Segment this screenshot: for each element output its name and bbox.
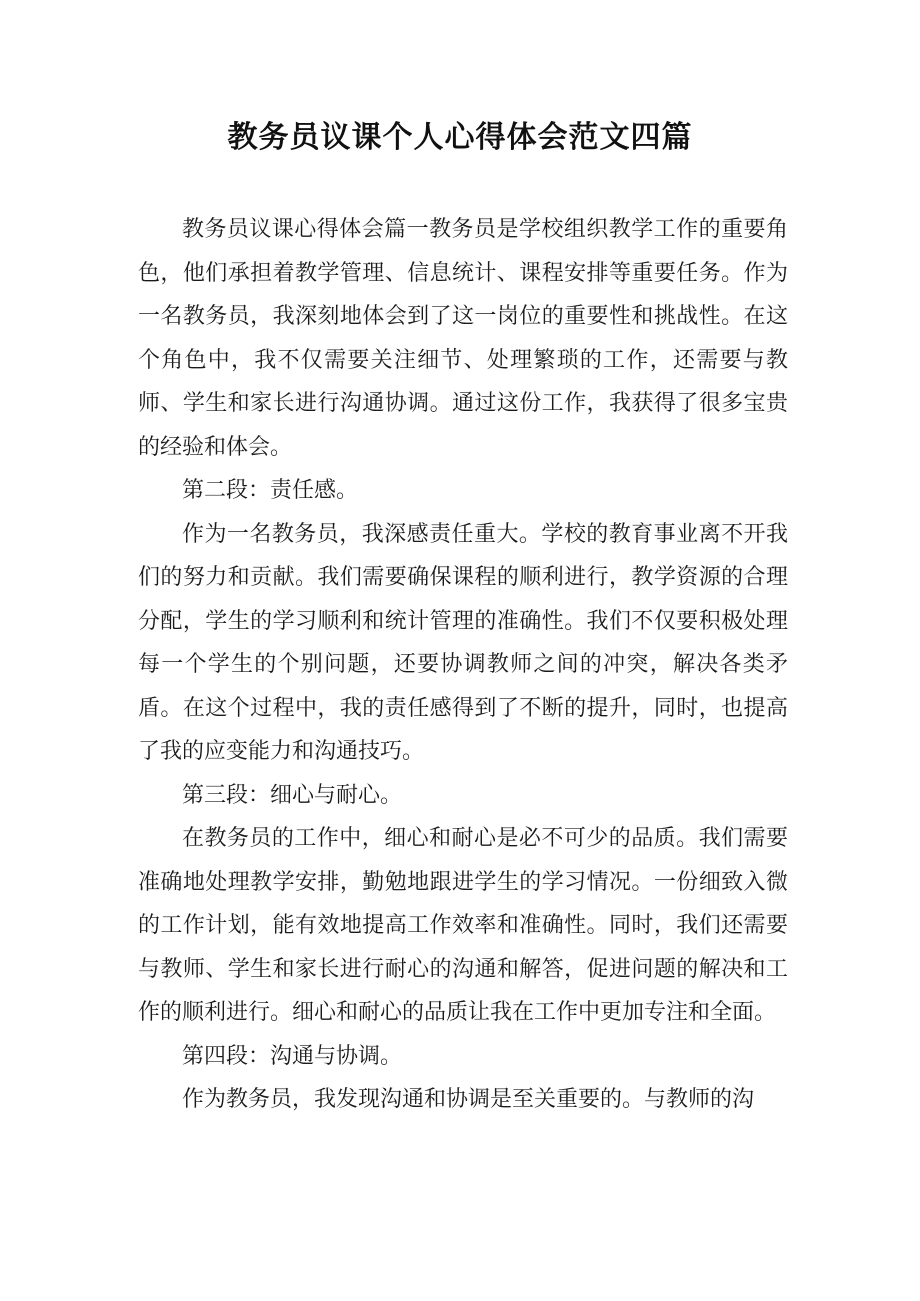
- section-heading-3: 第三段：细心与耐心。: [182, 782, 403, 808]
- paragraph-care-patience: 在教务员的工作中，细心和耐心是必不可少的品质。我们需要准确地处理教学安排，勤勉地跟进学生的学习情况。一份细致入微的工作计划，能有效地提高工作效率和准确性。同时，我们还需要与教师、学生和家长进行耐心的沟通和解答，促进问题的解决和工作的顺利进行。细心和耐心的品质让我在工作中更加专注和全面。: [138, 826, 788, 1025]
- document-title: 教务员议课个人心得体会范文四篇: [227, 120, 693, 155]
- paragraph-intro: 教务员议课心得体会篇一教务员是学校组织教学工作的重要角色，他们承担着教学管理、信息统计、课程安排等重要任务。作为一名教务员，我深刻地体会到了这一岗位的重要性和挑战性。在这个角色中，我不仅需要关注细节、处理繁琐的工作，还需要与教师、学生和家长进行沟通协调。通过这份工作，我获得了很多宝贵的经验和体会。: [138, 217, 788, 460]
- paragraph-communication: 作为教务员，我发现沟通和协调是至关重要的。与教师的沟: [182, 1087, 755, 1112]
- paragraph-responsibility: 作为一名教务员，我深感责任重大。学校的教育事业离不开我们的努力和贡献。我们需要确保课程的顺利进行，教学资源的合理分配，学生的学习顺利和统计管理的准确性。我们不仅要积极处理每一个学生的个别问题，还要协调教师之间的冲突，解决各类矛盾。在这个过程中，我的责任感得到了不断的提升，同时，也提高了我的应变能力和沟通技巧。: [138, 521, 788, 764]
- section-heading-4: 第四段：沟通与协调。: [182, 1043, 403, 1069]
- document-body: [138, 208, 788, 1122]
- section-heading-2: 第二段：责任感。: [182, 478, 359, 503]
